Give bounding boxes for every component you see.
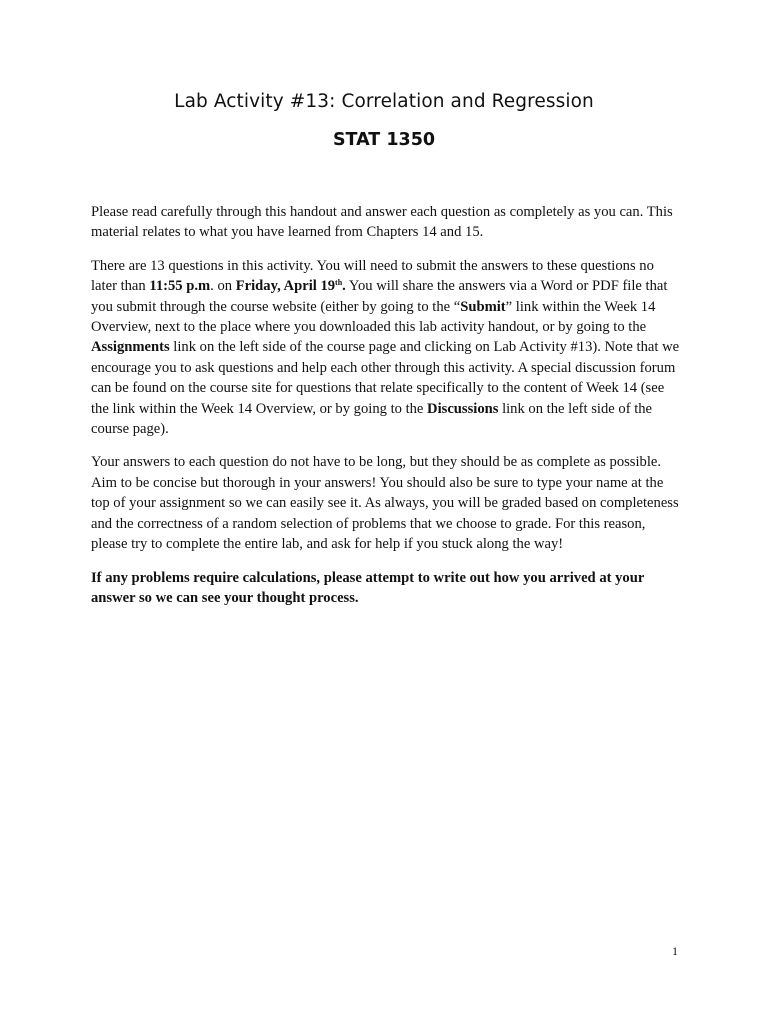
calculation-note xyxy=(91,568,681,609)
deadline-date-text: Friday, April 19 xyxy=(235,278,336,295)
grading-paragraph: Your answers to each question do not have to be long, but they should be as complete as possible. Aim to be concise but thorough in your answers! You should also be sure to type your name at the top of your assignment so we can easily see it. As always, you will be graded based on completeness and the correctness of a random selection of problems that we choose to grade. For this reason, please try to complete the entire lab, and ask for help if you stuck along the way! xyxy=(91,454,679,553)
course-code: STAT 1350 xyxy=(332,130,436,150)
deadline-date xyxy=(236,278,346,294)
deadline-date-suffix: th xyxy=(335,278,343,288)
submission-text-6: link on the left side of the course page). xyxy=(91,400,653,438)
submission-text-4: ” link within the Week 14 Overview, next to the place where you downloaded this lab activity handout, or by going to the xyxy=(91,298,656,336)
submission-text-5: link on the left side of the course page and clicking on Lab Activity #13). Note that we encourage you to ask questions and help each other through this activity. A special discussion forum can be found on the course site for questions that relate specifically to the content of Week 14 (see the link within the Week 14 Overview, or by going to the xyxy=(91,339,680,417)
discussions-link-name: Discussions xyxy=(427,400,499,417)
submit-link-name: Submit xyxy=(460,298,506,315)
page-number: 1 xyxy=(672,944,678,958)
submission-paragraph xyxy=(91,256,681,440)
intro-paragraph: Please read carefully through this handout and answer each question as completely as you can. This material relates to what you have learned from Chapters 14 and 15. xyxy=(91,204,673,241)
submission-text-1: There are 13 questions in this activity. You will need to submit the answers to these questions no later than xyxy=(91,257,654,295)
document-body xyxy=(91,202,681,621)
document-title: Lab Activity #13: Correlation and Regression xyxy=(174,91,594,112)
deadline-time: 11:55 p.m xyxy=(149,278,211,295)
assignments-link-name: Assignments xyxy=(91,339,170,356)
calculation-note-text: If any problems require calculations, please attempt to write out how you arrived at your answer so we can see your thought process. xyxy=(91,569,645,606)
submission-text-3: You will share the answers via a Word or PDF file that you submit through the course website (either by going to the “ xyxy=(91,278,668,315)
deadline-date-end: . xyxy=(342,278,346,295)
submission-text-2: . on xyxy=(210,278,236,295)
